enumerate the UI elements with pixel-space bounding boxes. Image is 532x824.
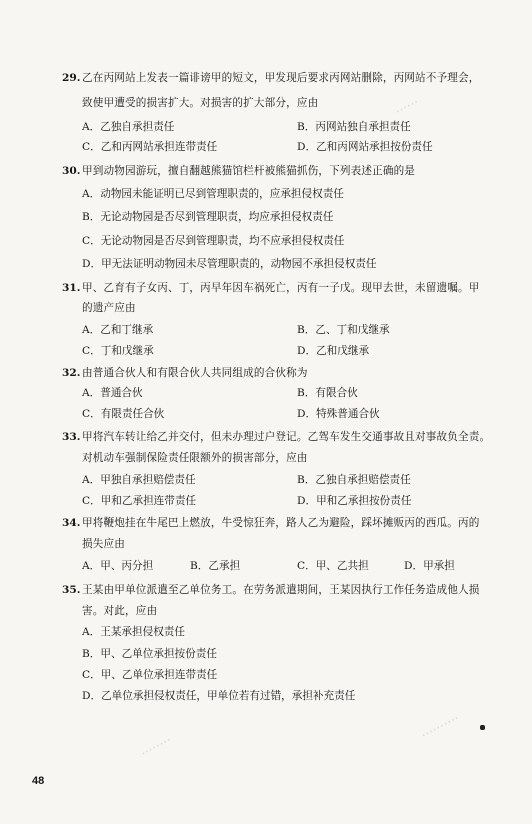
option-c: C．丁和戊继承 (82, 345, 154, 357)
question-number: 29. (62, 72, 81, 84)
option-c: C．甲、乙单位承担连带责任 (82, 669, 218, 681)
option-b: B．甲、乙单位承担按份责任 (82, 648, 217, 660)
option-b: B．乙独自承担赔偿责任 (297, 474, 411, 486)
option-d: D．甲承担 (404, 560, 455, 572)
question-stem-line: 王某由甲单位派遣至乙单位务工。在劳务派遣期间，王某因执行工作任务造成他人损 (82, 584, 480, 596)
option-a: A．乙独自承担责任 (82, 121, 175, 133)
question-stem-line: 甲将汽车转让给乙并交付，但未办理过户登记。乙驾车发生交通事故且对事故负全责。 (82, 431, 491, 443)
option-c: C．乙和丙网站承担连带责任 (82, 141, 218, 153)
question-number: 32. (62, 367, 81, 379)
option-d: D．甲无法证明动物园未尽管理职责的，动物园不承担侵权责任 (82, 258, 377, 270)
option-b: B．无论动物园是否尽到管理职责，均应承担侵权责任 (82, 211, 334, 223)
option-d: D．特殊普通合伙 (297, 408, 380, 420)
question-stem-line: 致使甲遭受的损害扩大。对损害的扩大部分，应由 (82, 97, 319, 109)
option-d: D．乙单位承担侵权责任，甲单位若有过错，承担补充责任 (82, 690, 356, 702)
option-b: B．丙网站独自承担责任 (297, 121, 411, 133)
page-number: 48 (32, 775, 45, 787)
option-d: D．乙和丙网站承担按份责任 (297, 141, 433, 153)
question-number: 33. (62, 431, 81, 443)
question-stem-line: 甲将鞭炮挂在牛尾巴上燃放，牛受惊狂奔，路人乙为避险，踩坏摊贩丙的西瓜。丙的 (82, 517, 480, 529)
question-stem-line: 的遗产应由 (82, 302, 136, 314)
question-number: 35. (62, 584, 81, 596)
question-stem-line: 甲、乙育有子女丙、丁，丙早年因车祸死亡，丙有一子戊。现甲去世，未留遗嘱。甲 (82, 282, 480, 294)
option-b: B．乙、丁和戊继承 (297, 324, 390, 336)
question-stem-line: 由普通合伙人和有限合伙人共同组成的合伙称为 (82, 367, 308, 379)
question-stem-line: 乙在丙网站上发表一篇诽谤甲的短文，甲发现后要求丙网站删除，丙网站不予理会， (82, 72, 480, 84)
question-number: 30. (62, 165, 81, 177)
question-number: 34. (62, 517, 81, 529)
option-d: D．甲和乙承担按份责任 (297, 495, 412, 507)
question-number: 31. (62, 282, 81, 294)
question-stem-line: 损失应由 (82, 538, 125, 550)
option-c: C．甲和乙承担连带责任 (82, 495, 197, 507)
watermark-mark: ······ (392, 95, 422, 120)
option-c: C．无论动物园是否尽到管理职责，均不应承担侵权责任 (82, 235, 345, 247)
option-a: A．普通合伙 (82, 387, 143, 399)
option-a: A．乙和丁继承 (82, 324, 154, 336)
watermark-mark: ·········· (418, 711, 463, 744)
option-c: C．有限责任合伙 (82, 408, 165, 420)
option-a: A．动物园未能证明已尽到管理职责的，应承担侵权责任 (82, 188, 344, 200)
watermark-mark: ········ (138, 733, 175, 762)
option-a: A．甲、丙分担 (82, 560, 154, 572)
option-d: D．乙和戊继承 (297, 345, 370, 357)
option-b: B．乙承担 (190, 560, 241, 572)
option-a: A．王某承担侵权责任 (82, 626, 185, 638)
question-stem-line: 甲到动物园游玩，擅自翻越熊猫馆栏杆被熊猫抓伤，下列表述正确的是 (82, 165, 416, 177)
scan-speck (480, 725, 485, 730)
option-c: C．甲、乙共担 (297, 560, 369, 572)
question-stem-line: 对机动车强制保险责任限额外的损害部分，应由 (82, 452, 308, 464)
option-a: A．甲独自承担赔偿责任 (82, 474, 196, 486)
question-stem-line: 害。对此，应由 (82, 605, 158, 617)
option-b: B．有限合伙 (297, 387, 358, 399)
